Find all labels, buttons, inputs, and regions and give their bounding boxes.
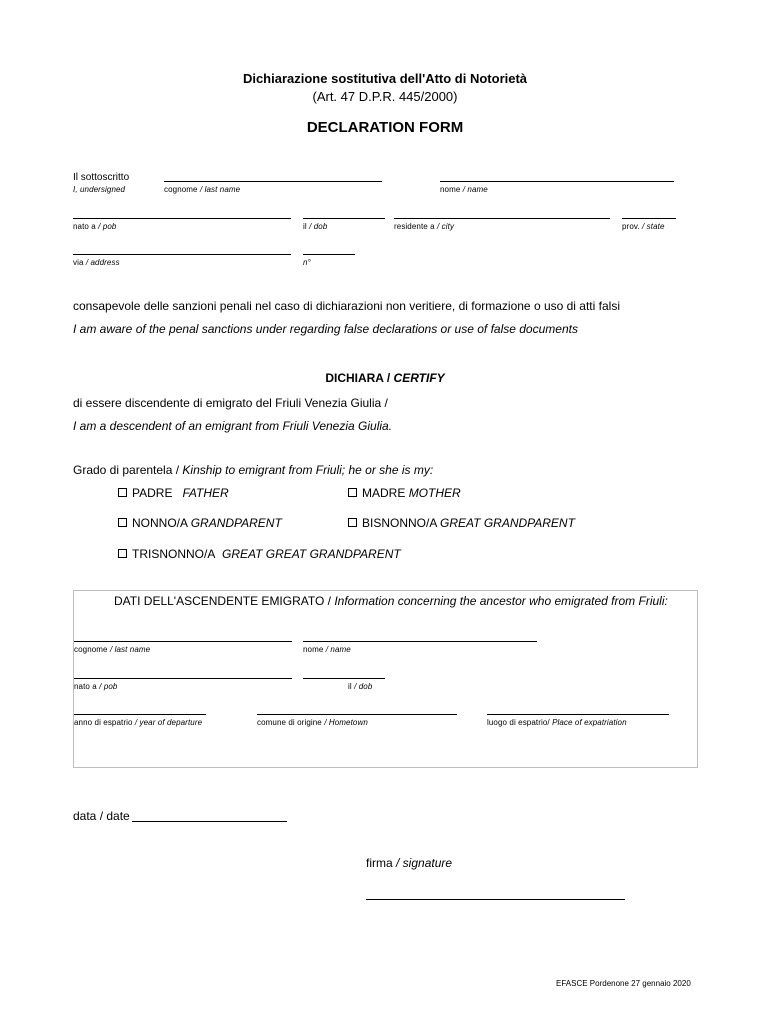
lastname-label: cognome / last name: [164, 185, 241, 194]
name-label: nome / name: [440, 185, 488, 194]
footer-note: EFASCE Pordenone 27 gennaio 2020: [556, 979, 691, 988]
checkbox-icon[interactable]: [118, 518, 127, 527]
city-label: residente a / city: [394, 222, 455, 231]
ancestor-pob-label: nato a / pob: [74, 682, 118, 691]
ancestor-hometown-field[interactable]: [257, 714, 457, 715]
ancestor-lastname-field[interactable]: [74, 641, 292, 642]
awareness-text-it: consapevole delle sanzioni penali nel caso di dichiarazioni non veritiere, di formazione o uso di atti falsi: [73, 299, 620, 313]
certify-heading: DICHIARA / CERTIFY: [325, 371, 445, 385]
option-trisnonno[interactable]: TRISNONNO/A GREAT GREAT GRANDPARENT: [118, 547, 401, 561]
document-subtitle: (Art. 47 D.P.R. 445/2000): [312, 89, 458, 104]
ancestor-hometown-label: comune di origine / Hometown: [257, 718, 368, 727]
form-title: DECLARATION FORM: [306, 119, 464, 136]
option-nonno[interactable]: NONNO/A GRANDPARENT: [118, 516, 282, 530]
certify-line-it: di essere discendente di emigrato del Friuli Venezia Giulia /: [73, 396, 388, 410]
ancestor-year-field[interactable]: [74, 714, 206, 715]
city-field[interactable]: [394, 218, 610, 219]
ancestor-name-label: nome / name: [303, 645, 351, 654]
date-label: data / date: [73, 809, 130, 823]
dob-label: il / dob: [303, 222, 328, 231]
ancestor-name-field[interactable]: [303, 641, 537, 642]
number-label: n°: [303, 258, 311, 267]
signature-label: firma / signature: [366, 856, 453, 870]
address-field[interactable]: [73, 254, 291, 255]
ancestor-box: [73, 590, 698, 768]
date-field[interactable]: [132, 821, 287, 822]
option-padre[interactable]: PADRE FATHER: [118, 486, 229, 500]
ancestor-place-label: luogo di espatrio/ Place of expatriation: [487, 718, 627, 727]
ancestor-year-label: anno di espatrio / year of departure: [74, 718, 203, 727]
state-field[interactable]: [622, 218, 676, 219]
kinship-label: Grado di parentela / Kinship to emigrant from Friuli; he or she is my:: [73, 463, 434, 477]
sottoscritto-label: Il sottoscritto: [73, 172, 130, 183]
ancestor-dob-field[interactable]: [303, 678, 385, 679]
ancestor-dob-label: il / dob: [348, 682, 373, 691]
option-madre[interactable]: MADRE MOTHER: [348, 486, 461, 500]
checkbox-icon[interactable]: [118, 488, 127, 497]
option-bisnonno[interactable]: BISNONNO/A GREAT GRANDPARENT: [348, 516, 575, 530]
checkbox-icon[interactable]: [348, 488, 357, 497]
document-title: Dichiarazione sostitutiva dell'Atto di Notorietà: [242, 71, 528, 86]
ancestor-heading: DATI DELL'ASCENDENTE EMIGRATO / Information concerning the ancestor who emigrated from Friuli:: [114, 594, 668, 608]
checkbox-icon[interactable]: [348, 518, 357, 527]
lastname-field[interactable]: [164, 181, 382, 182]
pob-label: nato a / pob: [73, 222, 117, 231]
address-label: via / address: [73, 258, 120, 267]
ancestor-pob-field[interactable]: [74, 678, 292, 679]
undersigned-label: I, undersigned: [73, 185, 126, 194]
ancestor-place-field[interactable]: [487, 714, 669, 715]
pob-field[interactable]: [73, 218, 291, 219]
checkbox-icon[interactable]: [118, 549, 127, 558]
awareness-text-en: I am aware of the penal sanctions under regarding false declarations or use of false documents: [73, 322, 578, 336]
name-field[interactable]: [440, 181, 674, 182]
ancestor-lastname-label: cognome / last name: [74, 645, 151, 654]
state-label: prov. / state: [622, 222, 665, 231]
dob-field[interactable]: [303, 218, 385, 219]
certify-line-en: I am a descendent of an emigrant from Friuli Venezia Giulia.: [73, 419, 393, 433]
number-field[interactable]: [303, 254, 355, 255]
signature-field[interactable]: [366, 899, 625, 900]
